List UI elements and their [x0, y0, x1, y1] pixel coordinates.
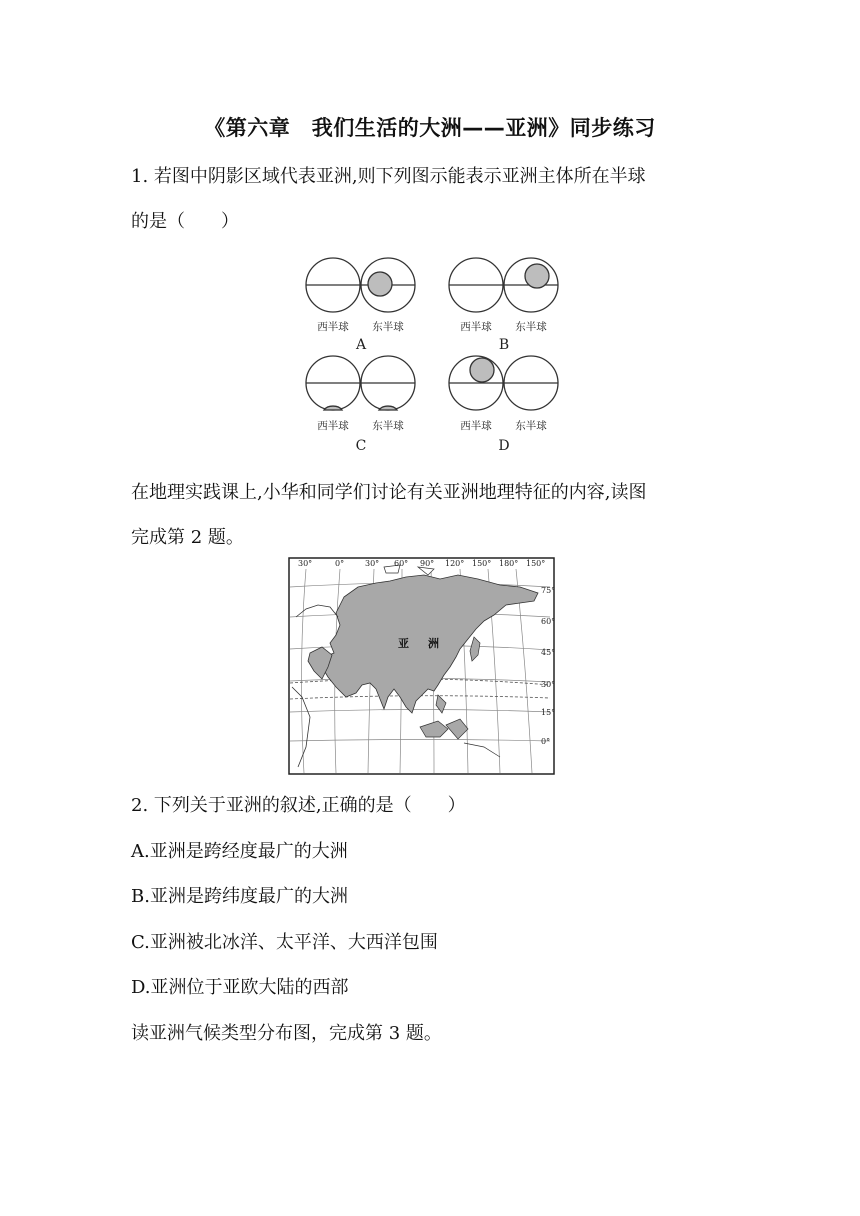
question-2-intro-line-2: 完成第 2 题。 — [131, 527, 244, 548]
option-a-diagram — [306, 258, 415, 312]
map-region-label-zhou: 洲 — [428, 637, 439, 650]
option-a-label: A — [355, 337, 367, 353]
map-lon-label-0: 30° — [298, 559, 313, 568]
map-lon-label-2: 30° — [365, 559, 380, 568]
question-2-option-d: D.亚洲位于亚欧大陆的西部 — [131, 977, 349, 998]
option-d-label: D — [498, 438, 510, 454]
west-hemisphere-label-d: 西半球 — [460, 420, 492, 432]
page-title: 《第六章 我们生活的大洲——亚洲》同步练习 — [204, 116, 656, 140]
question-2-stem: 2. 下列关于亚洲的叙述,正确的是（ ） — [131, 795, 466, 816]
east-hemisphere-label-d: 东半球 — [515, 420, 547, 432]
map-lon-label-4: 90° — [420, 559, 435, 568]
map-lat-label-0: 75° — [541, 586, 555, 595]
question-1-line-2: 的是（ ） — [131, 211, 239, 232]
map-lat-label-2: 45° — [541, 648, 555, 657]
map-lon-label-1: 0° — [335, 559, 345, 568]
question-1-line-1: 1. 若图中阴影区域代表亚洲,则下列图示能表示亚洲主体所在半球 — [131, 166, 646, 187]
question-3-intro: 读亚洲气候类型分布图，完成第 3 题。 — [131, 1023, 442, 1044]
west-hemisphere-label-b: 西半球 — [460, 321, 492, 333]
map-lon-label-6: 150° — [472, 559, 492, 568]
option-b-label: B — [498, 337, 510, 353]
option-c-diagram — [306, 356, 415, 410]
question-2-option-b: B.亚洲是跨纬度最广的大洲 — [131, 886, 348, 907]
west-hemisphere-label-a: 西半球 — [317, 321, 349, 333]
east-hemisphere-label-a: 东半球 — [372, 321, 404, 333]
map-lat-label-3: 30° — [541, 680, 555, 689]
question-2-option-a: A.亚洲是跨经度最广的大洲 — [131, 841, 348, 862]
west-hemisphere-label-c: 西半球 — [317, 420, 349, 432]
map-lon-label-7: 180° — [499, 559, 519, 568]
east-hemisphere-label-c: 东半球 — [372, 420, 404, 432]
question-2-intro-line-1: 在地理实践课上,小华和同学们讨论有关亚洲地理特征的内容,读图 — [131, 482, 647, 503]
map-lon-label-3: 60° — [394, 559, 409, 568]
hemisphere-options-figure — [295, 252, 570, 457]
map-lat-label-1: 60° — [541, 617, 555, 626]
map-region-label-ya: 亚 — [398, 637, 409, 650]
option-d-diagram — [449, 356, 558, 410]
map-lon-label-5: 120° — [445, 559, 465, 568]
map-lon-label-8: 150° — [526, 559, 546, 568]
map-lat-label-4: 15° — [541, 708, 555, 717]
asia-map — [288, 557, 555, 775]
east-hemisphere-label-b: 东半球 — [515, 321, 547, 333]
question-2-option-c: C.亚洲被北冰洋、太平洋、大西洋包围 — [131, 932, 438, 953]
map-lat-label-5: 0° — [541, 737, 551, 746]
option-c-label: C — [355, 438, 367, 454]
option-b-diagram — [449, 258, 558, 312]
